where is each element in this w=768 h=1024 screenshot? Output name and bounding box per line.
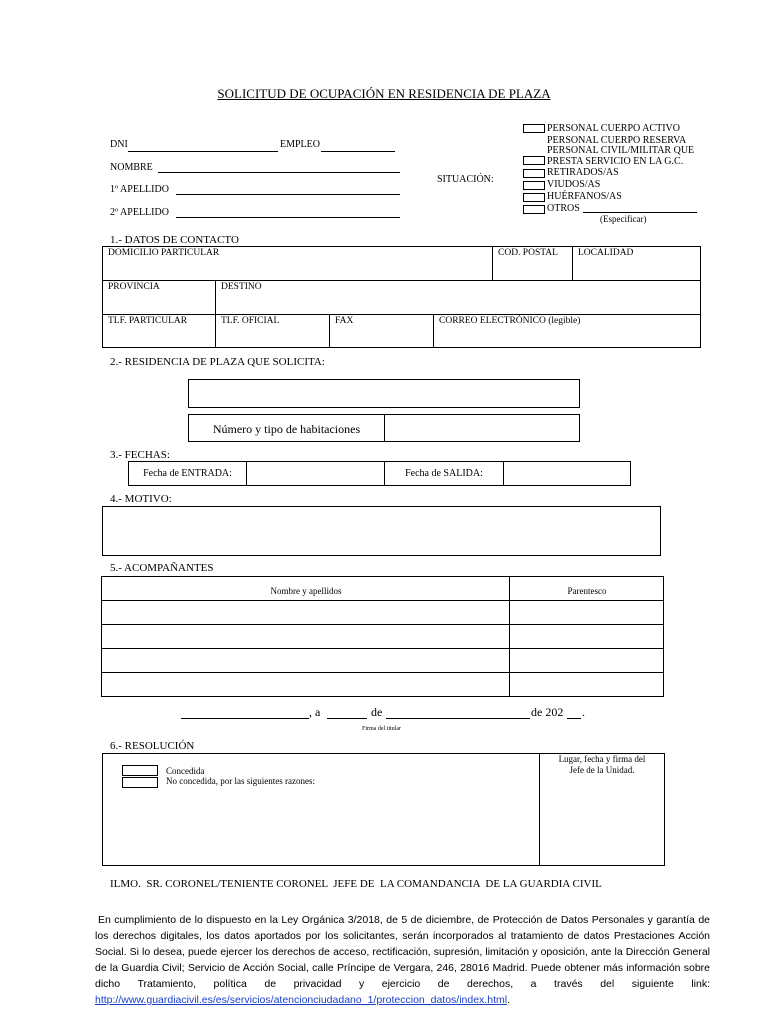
situacion-checkbox-civil[interactable] — [523, 156, 545, 165]
no-concedida-checkbox[interactable] — [122, 777, 158, 788]
resolucion-box — [102, 753, 665, 866]
table-row[interactable] — [102, 601, 664, 624]
legal-text: En cumplimiento de lo dispuesto en la Ley Orgánica 3/2018, de 5 de diciembre, de Protección de Datos Personales y garantía de los derechos digitales, los datos aportados por los solicitantes, serán incorporados al tratamiento de datos Prestaciones Acción Social. Si lo desea, puede ejercer los derechos de acceso, rectificación, supresión, limitación y oposición, ante la Dirección General de la Guardia Civil; Servicio de Acción Social, calle Príncipe de Vergara, 246, 28016 Madrid. Puede obtener más información sobre dicho Tratamiento, política de privacidad y ejercicio de derechos, a través del siguiente link: — [95, 914, 710, 990]
acompanantes-table — [101, 576, 664, 697]
situacion-option-civil: PERSONAL CIVIL/MILITAR QUE — [547, 145, 695, 156]
localidad-field[interactable] — [572, 246, 701, 281]
habitaciones-label: Número y tipo de habitaciones — [212, 422, 361, 436]
fax-label: FAX — [335, 316, 354, 326]
tlf-particular-field[interactable] — [102, 314, 216, 348]
cod-postal-label: COD. POSTAL — [498, 248, 558, 258]
table-row[interactable] — [102, 625, 664, 648]
concedida-label: Concedida — [166, 766, 205, 776]
firma-year-label: de 202 — [531, 705, 564, 719]
tlf-particular-label: TLF. PARTICULAR — [108, 316, 188, 326]
apellido2-label: 2º APELLIDO — [110, 207, 169, 218]
firma-lugar-field[interactable] — [181, 718, 309, 719]
page-title: SOLICITUD DE OCUPACIÓN EN RESIDENCIA DE PLAZA — [217, 86, 551, 101]
situacion-option-activo: PERSONAL CUERPO ACTIVO — [547, 123, 680, 134]
situacion-option-retirados: RETIRADOS/AS — [547, 167, 619, 178]
situacion-option-reserva: PERSONAL CUERPO RESERVA — [547, 135, 687, 146]
tlf-oficial-label: TLF. OFICIAL — [221, 316, 280, 326]
situacion-checkbox-retirados[interactable] — [523, 169, 545, 178]
cod-postal-field[interactable] — [492, 246, 573, 281]
situacion-option-huerfanos: HUÉRFANOS/AS — [547, 191, 622, 202]
fecha-entrada-field[interactable] — [246, 461, 385, 486]
apellido1-field[interactable] — [176, 194, 400, 195]
legal-link[interactable]: http://www.guardiacivil.es/es/servicios/atencionciudadano_1/proteccion_datos/index.html — [95, 994, 508, 1006]
legal-notice — [95, 912, 710, 1008]
fecha-salida-label: Fecha de SALIDA: — [405, 468, 483, 479]
provincia-field[interactable] — [102, 280, 216, 315]
residencia-field[interactable] — [188, 379, 580, 408]
apellido1-label: 1º APELLIDO — [110, 184, 169, 195]
dni-field[interactable] — [128, 151, 278, 152]
firma-end-dot: . — [582, 705, 585, 719]
col-nombre-header: Nombre y apellidos — [270, 586, 342, 596]
apellido2-field[interactable] — [176, 217, 400, 218]
firma-caption: Firma del titular — [362, 726, 401, 732]
legal-end: . — [507, 994, 510, 1006]
table-row[interactable] — [102, 673, 664, 697]
firma-a-label: , a — [309, 705, 321, 719]
motivo-field[interactable] — [102, 506, 661, 556]
jefe-line1: Lugar, fecha y firma del — [558, 754, 646, 764]
fechas-heading: 3.- FECHAS: — [110, 449, 170, 461]
fecha-salida-field[interactable] — [503, 461, 631, 486]
nombre-label: NOMBRE — [110, 162, 153, 173]
localidad-label: LOCALIDAD — [578, 248, 634, 258]
table-row[interactable] — [102, 649, 664, 672]
firma-de-label: de — [371, 705, 383, 719]
correo-field[interactable] — [433, 314, 701, 348]
situacion-checkbox-otros[interactable] — [523, 205, 545, 214]
empleo-label: EMPLEO — [280, 139, 320, 150]
especificar-label: (Especificar) — [600, 214, 647, 224]
col-parentesco-header: Parentesco — [567, 586, 607, 596]
domicilio-label: DOMICILIO PARTICULAR — [108, 248, 220, 258]
fecha-entrada-label: Fecha de ENTRADA: — [143, 468, 232, 479]
jefe-line2: Jefe de la Unidad. — [569, 765, 635, 775]
contacto-heading: 1.- DATOS DE CONTACTO — [110, 234, 239, 246]
provincia-label: PROVINCIA — [108, 282, 160, 292]
situacion-option-otros: OTROS — [547, 203, 580, 214]
fax-field[interactable] — [329, 314, 434, 348]
concedida-checkbox[interactable] — [122, 765, 158, 776]
destinatario: ILMO. SR. CORONEL/TENIENTE CORONEL JEFE DE LA COMANDANCIA DE LA GUARDIA CIVIL — [110, 878, 602, 890]
no-concedida-label: No concedida, por las siguientes razones: — [166, 776, 315, 786]
residencia-heading: 2.- RESIDENCIA DE PLAZA QUE SOLICITA: — [110, 356, 325, 368]
situacion-label: SITUACIÓN: — [437, 174, 494, 185]
situacion-option-viudos: VIUDOS/AS — [547, 179, 601, 190]
habitaciones-field[interactable] — [384, 414, 580, 442]
nombre-field[interactable] — [158, 172, 400, 173]
fecha-salida-label-cell — [384, 461, 504, 486]
situacion-checkbox-huerfanos[interactable] — [523, 193, 545, 202]
destino-label: DESTINO — [221, 282, 262, 292]
destino-field[interactable] — [215, 280, 701, 315]
situacion-checkbox-viudos[interactable] — [523, 181, 545, 190]
tlf-oficial-field[interactable] — [215, 314, 330, 348]
acompanantes-heading: 5.- ACOMPAÑANTES — [110, 562, 214, 574]
dni-label: DNI — [110, 139, 128, 150]
situacion-checkbox-activo[interactable] — [523, 124, 545, 133]
habitaciones-label-cell — [188, 414, 385, 442]
firma-dia-field[interactable] — [327, 718, 367, 719]
firma-mes-field[interactable] — [386, 718, 530, 719]
firma-year-field[interactable] — [567, 718, 581, 719]
correo-label: CORREO ELECTRÓNICO (legible) — [439, 316, 581, 326]
fecha-entrada-label-cell — [128, 461, 247, 486]
situacion-option-presta: PRESTA SERVICIO EN LA G.C. — [547, 156, 684, 167]
empleo-field[interactable] — [321, 151, 395, 152]
domicilio-field[interactable] — [102, 246, 493, 281]
otros-field[interactable] — [583, 212, 697, 213]
motivo-heading: 4.- MOTIVO: — [110, 493, 172, 505]
resolucion-heading: 6.- RESOLUCIÓN — [110, 740, 195, 752]
